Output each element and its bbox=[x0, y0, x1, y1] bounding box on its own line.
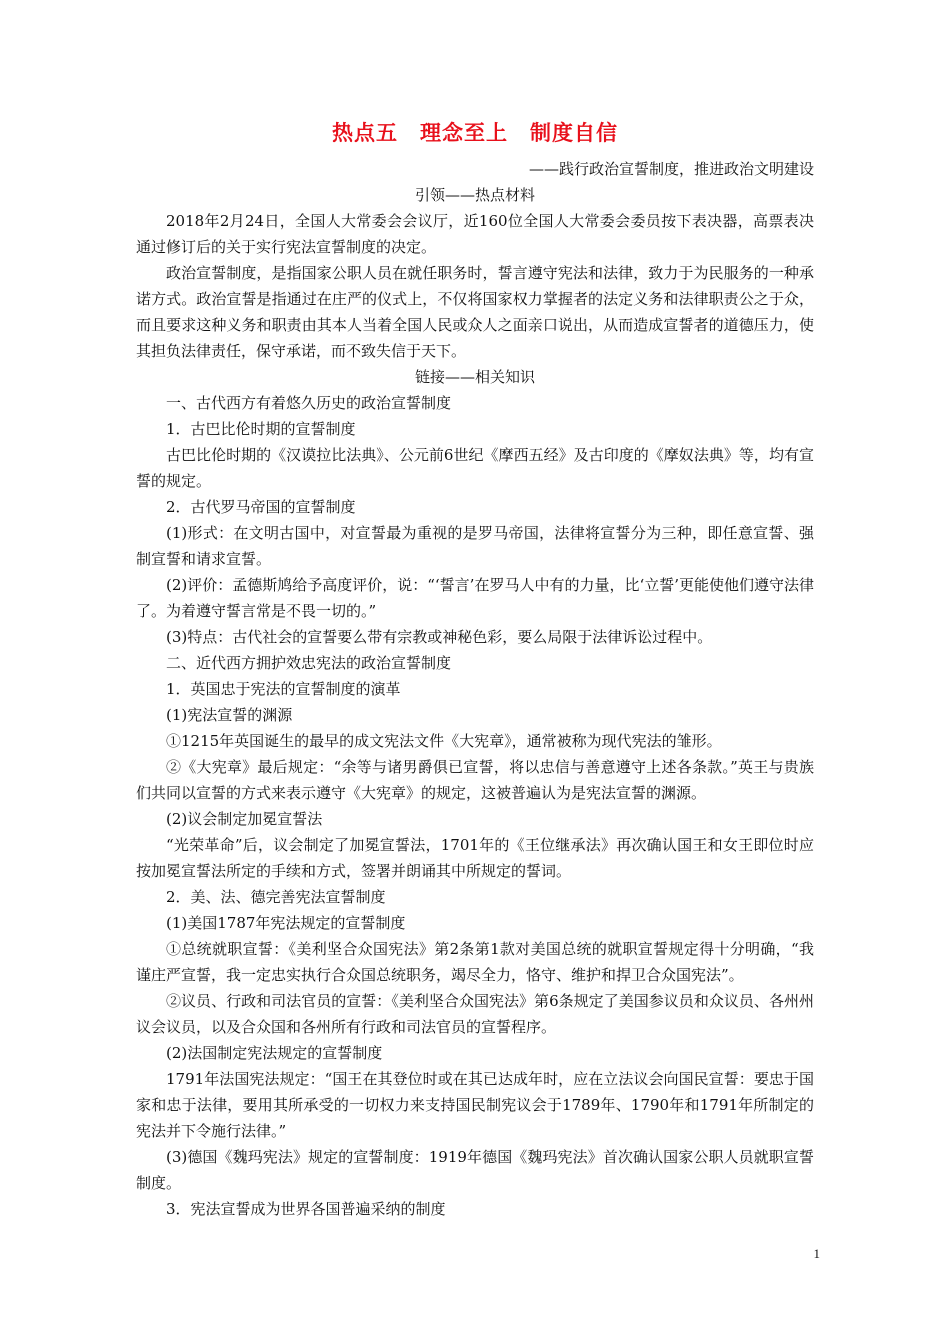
paragraph: 2．美、法、德完善宪法宣誓制度 bbox=[166, 888, 386, 906]
paragraph: 二、近代西方拥护效忠宪法的政治宣誓制度 bbox=[166, 654, 452, 672]
paragraph: (2)法国制定宪法规定的宣誓制度 bbox=[166, 1044, 383, 1062]
paragraph: 2．古代罗马帝国的宣誓制度 bbox=[166, 498, 356, 516]
paragraph: (1)美国1787年宪法规定的宣誓制度 bbox=[166, 914, 406, 932]
paragraph: (2)评价：孟德斯鸠给予高度评价，说：“‘誓言’在罗马人中有的力量，比‘立誓’更能使他们遵守法律了。为着遵守誓言常是不畏一切的。” bbox=[136, 576, 814, 620]
page-number: 1 bbox=[813, 1246, 820, 1261]
paragraph: 3．宪法宣誓成为世界各国普遍采纳的制度 bbox=[166, 1200, 446, 1218]
paragraph: “光荣革命”后，议会制定了加冕宣誓法，1701年的《王位继承法》再次确认国王和女王即位时应按加冕宣誓法所定的手续和方式，签署并朗诵其中所规定的誓词。 bbox=[136, 836, 814, 880]
section-heading-knowledge: 链接——相关知识 bbox=[414, 368, 535, 386]
paragraph: 一、古代西方有着悠久历史的政治宣誓制度 bbox=[166, 394, 452, 412]
paragraph: (1)宪法宣誓的渊源 bbox=[166, 706, 293, 724]
paragraph: (2)议会制定加冕宣誓法 bbox=[166, 810, 323, 828]
paragraph: 政治宣誓制度，是指国家公职人员在就任职务时，誓言遵守宪法和法律，致力于为民服务的一种承诺方式。政治宣誓是指通过在庄严的仪式上，不仅将国家权力掌握者的法定义务和法律职责公之于众，而且要求这种义务和职责由其本人当着全国人民或众人之面亲口说出，从而造成宣誓者的道德压力，使其担负法律责任，保守承诺，而不致失信于天下。 bbox=[136, 264, 814, 360]
document-title: 热点五 理念至上 制度自信 bbox=[332, 120, 618, 145]
paragraph: (1)形式：在文明古国中，对宣誓最为重视的是罗马帝国，法律将宣誓分为三种，即任意宣誓、强制宣誓和请求宣誓。 bbox=[136, 524, 814, 568]
document-subtitle: ——践行政治宣誓制度，推进政治文明建设 bbox=[528, 160, 814, 178]
paragraph: (3)德国《魏玛宪法》规定的宣誓制度：1919年德国《魏玛宪法》首次确认国家公职人员就职宣誓制度。 bbox=[136, 1148, 814, 1192]
paragraph: ②议员、行政和司法官员的宣誓：《美利坚合众国宪法》第6条规定了美国参议员和众议员、各州州议会议员，以及合众国和各州所有行政和司法官员的宣誓程序。 bbox=[136, 992, 814, 1036]
section-heading-materials: 引领——热点材料 bbox=[414, 186, 535, 204]
paragraph: 古巴比伦时期的《汉谟拉比法典》、公元前6世纪《摩西五经》及古印度的《摩奴法典》等，均有宣誓的规定。 bbox=[136, 446, 814, 490]
paragraph: ①1215年英国诞生的最早的成文宪法文件《大宪章》，通常被称为现代宪法的雏形。 bbox=[166, 732, 722, 750]
paragraph: 2018年2月24日，全国人大常委会会议厅，近160位全国人大常委会委员按下表决器，高票表决通过修订后的关于实行宪法宣誓制度的决定。 bbox=[136, 212, 814, 256]
knowledge-paragraphs bbox=[136, 390, 814, 1222]
paragraph: 1791年法国宪法规定：“国王在其登位时或在其已达成年时，应在立法议会向国民宣誓：要忠于国家和忠于法律，要用其所承受的一切权力来支持国民制宪议会于1789年、1790年和1791年所制定的宪法并下令施行法律。” bbox=[136, 1070, 814, 1140]
document-body bbox=[136, 116, 814, 1222]
paragraph: 1．古巴比伦时期的宣誓制度 bbox=[166, 420, 356, 438]
materials-paragraphs bbox=[136, 208, 814, 364]
paragraph: ①总统就职宣誓：《美利坚合众国宪法》第2条第1款对美国总统的就职宣誓规定得十分明确，“我谨庄严宣誓，我一定忠实执行合众国总统职务，竭尽全力，恪守、维护和捍卫合众国宪法”。 bbox=[136, 940, 814, 984]
paragraph: 1．英国忠于宪法的宣誓制度的演革 bbox=[166, 680, 401, 698]
paragraph: ②《大宪章》最后规定：“余等与诸男爵俱已宣誓，将以忠信与善意遵守上述各条款。”英王与贵族们共同以宣誓的方式来表示遵守《大宪章》的规定，这被普遍认为是宪法宣誓的渊源。 bbox=[136, 758, 814, 802]
paragraph: (3)特点：古代社会的宣誓要么带有宗教或神秘色彩，要么局限于法律诉讼过程中。 bbox=[166, 628, 713, 646]
